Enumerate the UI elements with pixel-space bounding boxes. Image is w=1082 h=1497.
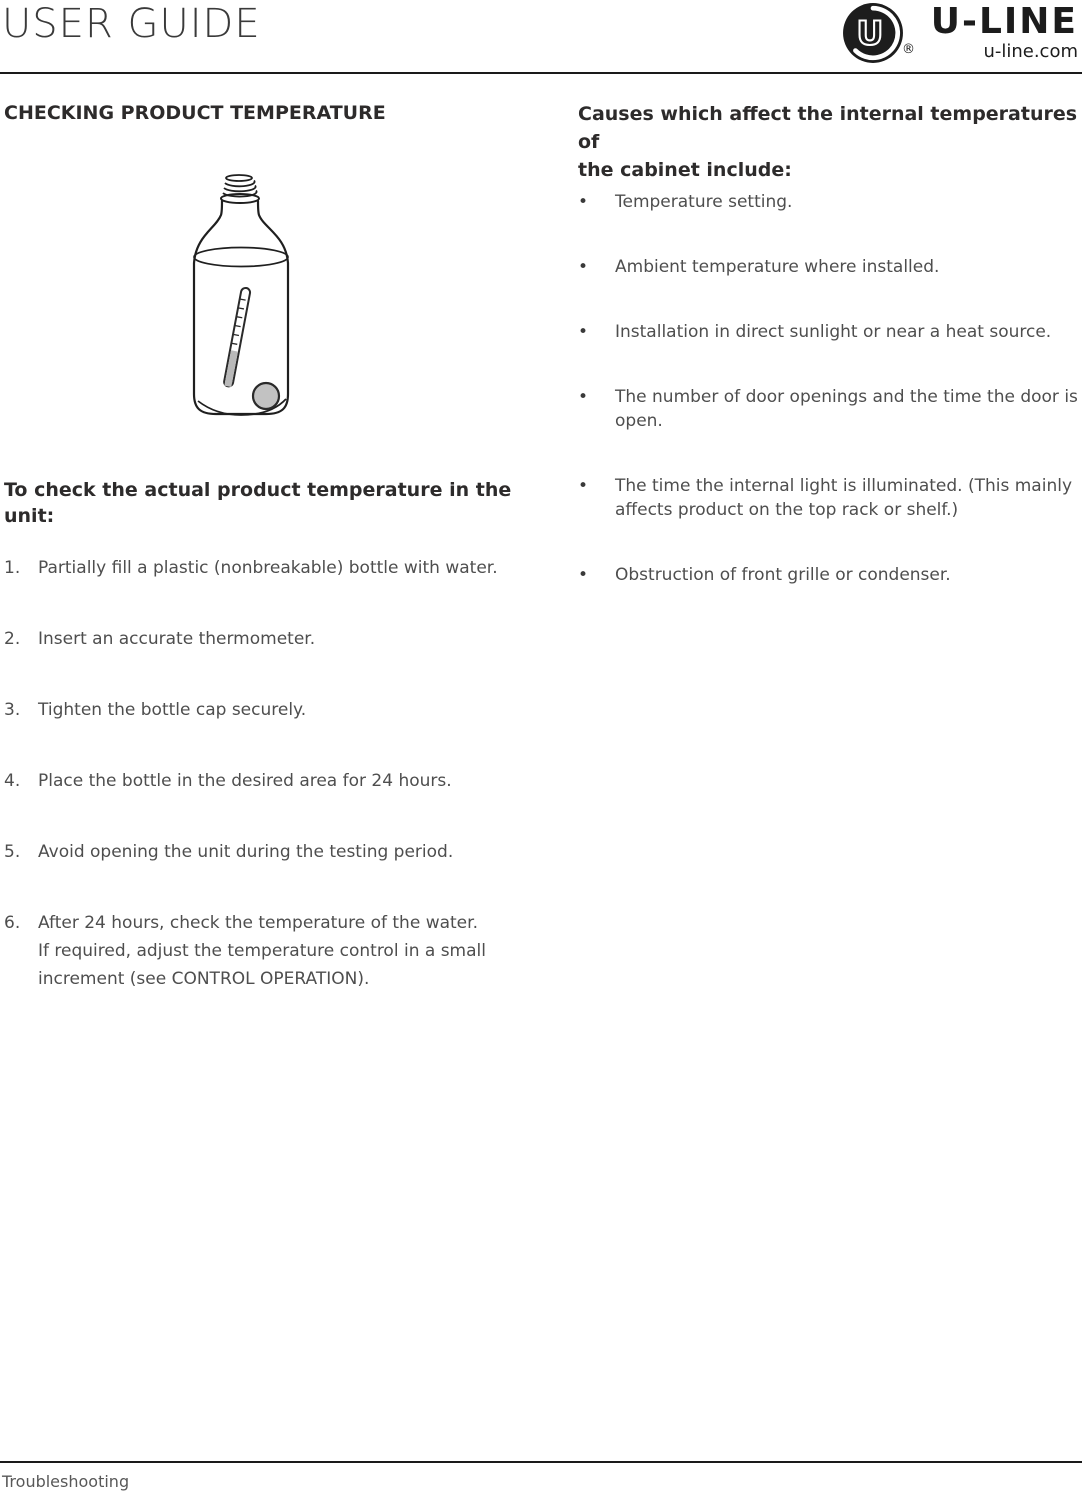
procedure-subheading: To check the actual product temperature in the unit:: [4, 479, 512, 527]
list-item: [578, 255, 1080, 279]
step-number: 1.: [4, 558, 21, 578]
bullet-icon: •: [578, 192, 589, 212]
step-text: After 24 hours, check the temperature of the water. If required, adjust the temperature control in a small increment (see CONTROL OPERATION).: [38, 913, 486, 989]
causes-list: [578, 190, 1080, 628]
list-item: [578, 563, 1080, 587]
step-number: 6.: [4, 913, 21, 933]
step-number: 4.: [4, 771, 21, 791]
bullet-icon: •: [578, 476, 589, 496]
step-text: Partially fill a plastic (nonbreakable) bottle with water.: [38, 558, 498, 578]
bullet-text: Temperature setting.: [615, 192, 793, 212]
bottle-thermometer-illustration: [186, 168, 296, 420]
step-number: 2.: [4, 629, 21, 649]
step-text: Avoid opening the unit during the testing period.: [38, 842, 454, 862]
step-item: [4, 767, 544, 795]
step-number: 5.: [4, 842, 21, 862]
list-item: [578, 320, 1080, 344]
uline-logo: [840, 0, 1082, 70]
step-text: Tighten the bottle cap securely.: [38, 700, 307, 720]
brand-website: u-line.com: [983, 41, 1078, 62]
bullet-icon: •: [578, 322, 589, 342]
footer-section-label: Troubleshooting: [2, 1472, 130, 1491]
step-item: [4, 625, 544, 653]
step-item: [4, 838, 544, 866]
logo-text: [908, 2, 1078, 62]
registered-mark: ®: [902, 42, 915, 57]
bullet-icon: •: [578, 387, 589, 407]
list-item: [578, 385, 1080, 433]
bullet-text: Ambient temperature where installed.: [615, 257, 940, 277]
step-number: 3.: [4, 700, 21, 720]
section-title: CHECKING PRODUCT TEMPERATURE: [4, 102, 386, 124]
bullet-icon: •: [578, 257, 589, 277]
footer-divider: [0, 1461, 1082, 1463]
list-item: [578, 190, 1080, 214]
bullet-text: The number of door openings and the time the door is open.: [615, 387, 1078, 431]
step-item: [4, 554, 544, 582]
page-title: USER GUIDE: [2, 1, 261, 47]
svg-text:U: U: [856, 13, 884, 53]
bullet-text: The time the internal light is illuminated. (This mainly affects product on the top rack or shelf.): [615, 476, 1073, 520]
step-text: Place the bottle in the desired area for 24 hours.: [38, 771, 452, 791]
step-text: Insert an accurate thermometer.: [38, 629, 316, 649]
causes-heading: Causes which affect the internal temperatures of the cabinet include:: [578, 103, 1078, 181]
bullet-text: Installation in direct sunlight or near a heat source.: [615, 322, 1052, 342]
list-item: [578, 474, 1080, 522]
bullet-icon: •: [578, 565, 589, 585]
header-divider: [0, 72, 1082, 74]
bullet-text: Obstruction of front grille or condenser.: [615, 565, 951, 585]
uline-logo-icon: [842, 2, 904, 64]
step-item: [4, 696, 544, 724]
brand-wordmark: U-LINE: [930, 1, 1078, 42]
procedure-steps-list: [4, 554, 544, 1036]
step-item: [4, 909, 544, 993]
